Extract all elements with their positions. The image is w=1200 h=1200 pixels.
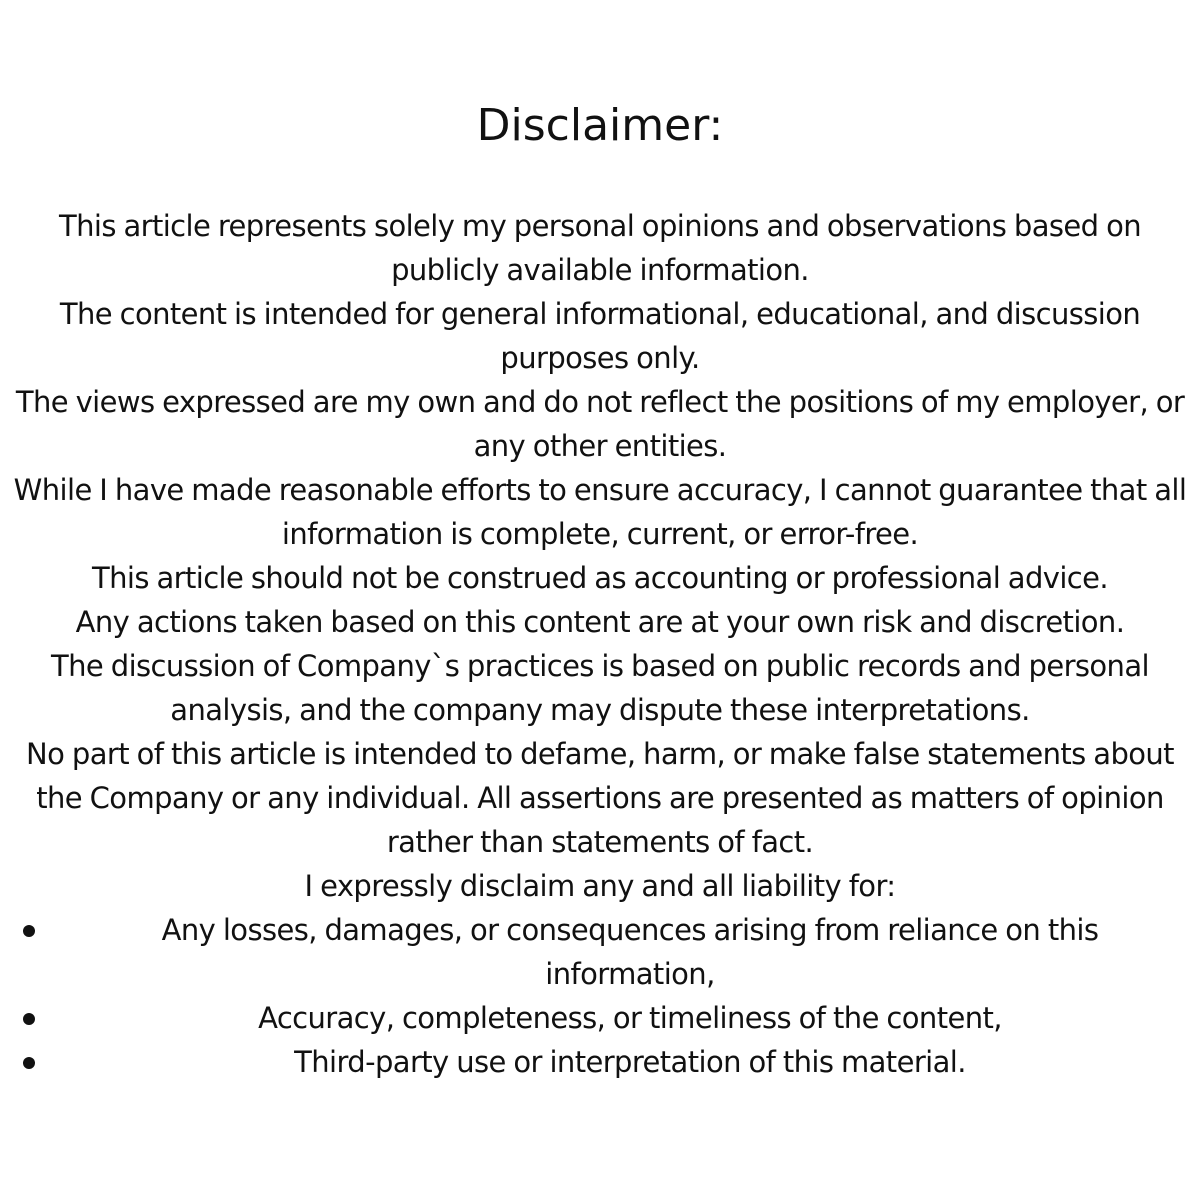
paragraph-company-practices: The discussion of Company`s practices is based on public records and personal analysis, and the company may dispute these interpretations. <box>51 649 1149 727</box>
paragraph-no-defamation: No part of this article is intended to defame, harm, or make false statements about the Company or any individual. All assertions are presented as matters of opinion rather than statements of fact. <box>26 737 1174 859</box>
list-item <box>4 996 1196 1040</box>
paragraph-accuracy: While I have made reasonable efforts to ensure accuracy, I cannot guarantee that all information is complete, current, or error-free. <box>13 473 1187 551</box>
list-item-text: Accuracy, completeness, or timeliness of the content, <box>258 1001 1002 1035</box>
paragraph-views-own: The views expressed are my own and do not reflect the positions of my employer, or any other entities. <box>15 385 1185 463</box>
list-item <box>4 1040 1196 1084</box>
list-item-text: Third-party use or interpretation of this material. <box>294 1045 966 1079</box>
paragraph-own-risk: Any actions taken based on this content are at your own risk and discretion. <box>75 605 1125 639</box>
bullet-icon <box>23 925 35 937</box>
paragraph-liability-intro: I expressly disclaim any and all liability for: <box>304 869 896 903</box>
disclaimer-body <box>4 204 1196 1084</box>
list-item-text: Any losses, damages, or consequences arising from reliance on this information, <box>161 913 1099 991</box>
list-item <box>4 908 1196 996</box>
bullet-icon <box>23 1057 35 1069</box>
liability-list <box>4 908 1196 1084</box>
paragraph-purpose: The content is intended for general informational, educational, and discussion purposes only. <box>59 297 1141 375</box>
paragraph-personal-opinions: This article represents solely my personal opinions and observations based on publicly available information. <box>58 209 1141 287</box>
paragraph-not-advice: This article should not be construed as accounting or professional advice. <box>92 561 1108 595</box>
page-title: Disclaimer: <box>476 100 724 151</box>
bullet-icon <box>23 1013 35 1025</box>
